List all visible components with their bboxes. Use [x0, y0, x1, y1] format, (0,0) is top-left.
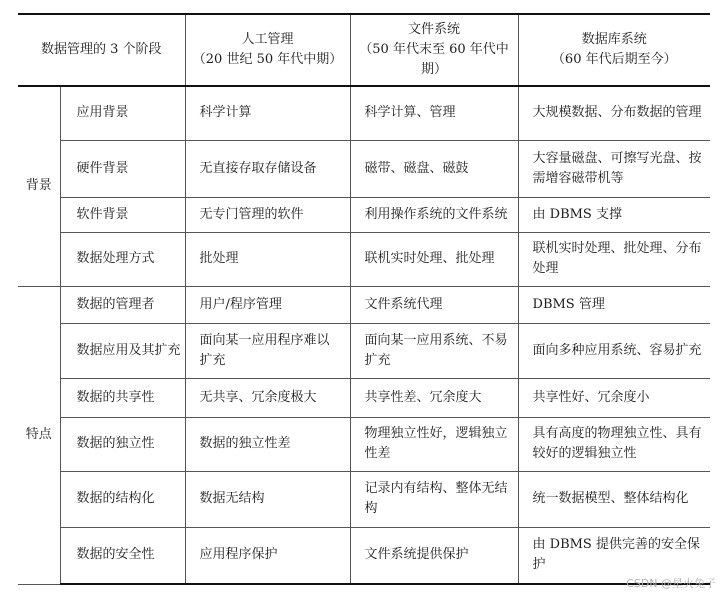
cell-file-system: 物理独立性好，逻辑独立性差	[350, 417, 518, 471]
cell-file-system: 共享性差、冗余度大	[350, 378, 518, 417]
table-row	[18, 86, 710, 140]
header-row	[18, 14, 710, 86]
stage-period: （50 年代末至 60 年代中期）	[359, 42, 509, 77]
row-item: 数据应用及其扩充	[60, 323, 185, 378]
cell-file-system: 科学计算、管理	[350, 86, 518, 140]
cell-file-system: 联机实时处理、批处理	[350, 232, 518, 286]
cell-manual: 数据的独立性差	[185, 417, 350, 471]
cell-file-system: 磁带、磁盘、磁鼓	[350, 140, 518, 197]
cell-manual: 批处理	[185, 232, 350, 286]
cell-file-system: 文件系统代理	[350, 286, 518, 323]
cell-database-system: 共享性好、冗余度小	[518, 378, 710, 417]
cell-database-system: 联机实时处理、批处理、分布处理	[518, 232, 710, 286]
cell-manual: 无专门管理的软件	[185, 197, 350, 232]
row-item: 数据的共享性	[60, 378, 185, 417]
table-row	[18, 323, 710, 378]
table-row	[18, 378, 710, 417]
header-stage-database-system	[518, 14, 710, 86]
data-management-stages-table	[18, 13, 710, 585]
cell-database-system: 统一数据模型、整体结构化	[518, 471, 710, 527]
cell-file-system: 利用操作系统的文件系统	[350, 197, 518, 232]
cell-database-system: 面向多种应用系统、容易扩充	[518, 323, 710, 378]
table-row	[18, 140, 710, 197]
row-item: 数据处理方式	[60, 232, 185, 286]
stage-period: （20 世纪 50 年代中期）	[192, 52, 343, 67]
stage-name: 人工管理	[241, 32, 294, 47]
row-item: 硬件背景	[60, 140, 185, 197]
row-item: 数据的管理者	[60, 286, 185, 323]
group-label-characteristics: 特点	[18, 286, 60, 584]
table-row	[18, 197, 710, 232]
cell-file-system: 记录内有结构、整体无结构	[350, 471, 518, 527]
stage-name: 数据库系统	[581, 32, 647, 47]
header-stage-manual	[185, 14, 350, 86]
cell-manual: 无共享、冗余度极大	[185, 378, 350, 417]
cell-database-system: 大规模数据、分布数据的管理	[518, 86, 710, 140]
row-item: 数据的结构化	[60, 471, 185, 527]
cell-file-system: 面向某一应用系统、不易扩充	[350, 323, 518, 378]
watermark: CSDN @星火兔子	[626, 577, 716, 590]
cell-manual: 无直接存取存储设备	[185, 140, 350, 197]
group-label-background: 背景	[18, 86, 60, 286]
cell-database-system: 大容量磁盘、可擦写光盘、按需增容磁带机等	[518, 140, 710, 197]
cell-manual: 应用程序保护	[185, 527, 350, 584]
cell-file-system: 文件系统提供保护	[350, 527, 518, 584]
row-item: 数据的独立性	[60, 417, 185, 471]
stage-period: （60 年代后期至今）	[551, 52, 677, 67]
cell-manual: 用户/程序管理	[185, 286, 350, 323]
cell-manual: 面向某一应用程序难以扩充	[185, 323, 350, 378]
header-corner: 数据管理的 3 个阶段	[18, 14, 185, 86]
cell-database-system: 由 DBMS 支撑	[518, 197, 710, 232]
table-row	[18, 232, 710, 286]
cell-manual: 科学计算	[185, 86, 350, 140]
table-row	[18, 527, 710, 584]
cell-database-system: 具有高度的物理独立性、具有较好的逻辑独立性	[518, 417, 710, 471]
stage-name: 文件系统	[408, 22, 461, 37]
cell-database-system: DBMS 管理	[518, 286, 710, 323]
table-row	[18, 471, 710, 527]
cell-manual: 数据无结构	[185, 471, 350, 527]
row-item: 软件背景	[60, 197, 185, 232]
cell-database-system: 由 DBMS 提供完善的安全保护	[518, 527, 710, 584]
table-row	[18, 286, 710, 323]
row-item: 应用背景	[60, 86, 185, 140]
table-row	[18, 417, 710, 471]
row-item: 数据的安全性	[60, 527, 185, 584]
header-stage-file-system	[350, 14, 518, 86]
